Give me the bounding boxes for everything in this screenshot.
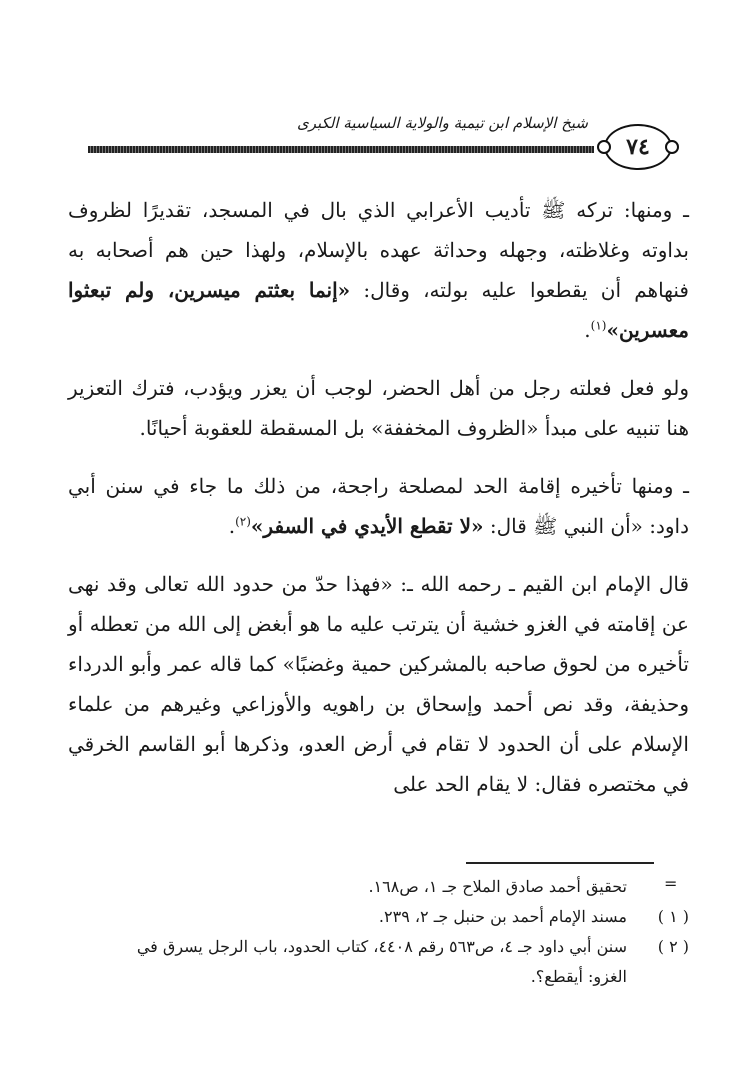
paragraph-1-text: ـ ومنها: تركه ﷺ تأديب الأعرابي الذي بال في المسجد، تقديرًا لظروف بداوته وغلاظته، وجهله وحداثة عهده بالإسلام، ولهذا حين هم أصحابه به فنهاهم أن يقطعوا عليه بولته، وقال:: [68, 198, 689, 302]
paragraph-1-end: .: [584, 318, 591, 342]
main-text: [68, 190, 689, 822]
paragraph-3: [68, 466, 689, 546]
footnote-text: مسند الإمام أحمد بن حنبل جـ ٢، ٢٣٩.: [378, 907, 627, 926]
footnote-rule: [466, 862, 654, 864]
footnote: [100, 932, 689, 992]
paragraph-3-text: ـ ومنها تأخيره إقامة الحد لمصلحة راجحة، من ذلك ما جاء في سنن أبي داود: «أن النبي ﷺ قال:: [68, 474, 689, 538]
header-rule: [88, 146, 594, 153]
footnote-text: سنن أبي داود جـ ٤، ص٥٦٣ رقم ٤٤٠٨، كتاب الحدود، باب الرجل يسرق في الغزو: أيقطع؟.: [136, 937, 627, 986]
footnote: [100, 902, 689, 932]
continuation-mark: =: [664, 874, 678, 893]
footnote-number: ( ١ ): [657, 907, 689, 926]
running-head-title: شيخ الإسلام ابن تيمية والولاية السياسية الكبرى: [296, 114, 588, 132]
footnote-ref: (١): [590, 318, 607, 333]
page-header: [88, 108, 680, 168]
ornament-icon: [665, 140, 679, 154]
footnote-text: تحقيق أحمد صادق الملاح جـ ١، ص١٦٨.: [368, 877, 627, 896]
footnote: [100, 872, 689, 902]
paragraph-4: قال الإمام ابن القيم ـ رحمه الله ـ: «فهذا حدّ من حدود الله تعالى وقد نهى عن إقامته في الغزو خشية أن يترتب عليه ما هو أبغض إلى الله من تعطله أو تأخيره من لحوق صاحبه بالمشركين حمية وغضبًا» كما قاله عمر وأبو الدرداء وحذيفة، وقد نص أحمد وإسحاق بن راهويه والأوزاعي وغيرهم من علماء الإسلام على أن الحدود لا تقام في أرض العدو، وذكرها أبو القاسم الخرقي في مختصره فقال: لا يقام الحد على: [68, 572, 689, 796]
hadith-quote: «إنما بعثتم ميسرين، ولم تبعثوا معسرين»: [68, 278, 689, 342]
paragraph-3-end: .: [228, 514, 236, 538]
footnote-number: ( ٢ ): [657, 937, 689, 956]
ornament-icon: [597, 140, 611, 154]
footnotes: [100, 872, 689, 992]
page-number: ٧٤: [626, 134, 650, 160]
page-number-badge: [604, 124, 672, 170]
footnote-ref: (٢): [235, 514, 251, 529]
paragraph-2: ولو فعل فعلته رجل من أهل الحضر، لوجب أن يعزر ويؤدب، فترك التعزير هنا تنبيه على مبدأ «الظروف المخففة» بل المسقطة للعقوبة أحيانًا.: [68, 376, 689, 440]
hadith-quote: «لا تقطع الأيدي في السفر»: [250, 514, 484, 538]
paragraph-1: [68, 190, 689, 350]
